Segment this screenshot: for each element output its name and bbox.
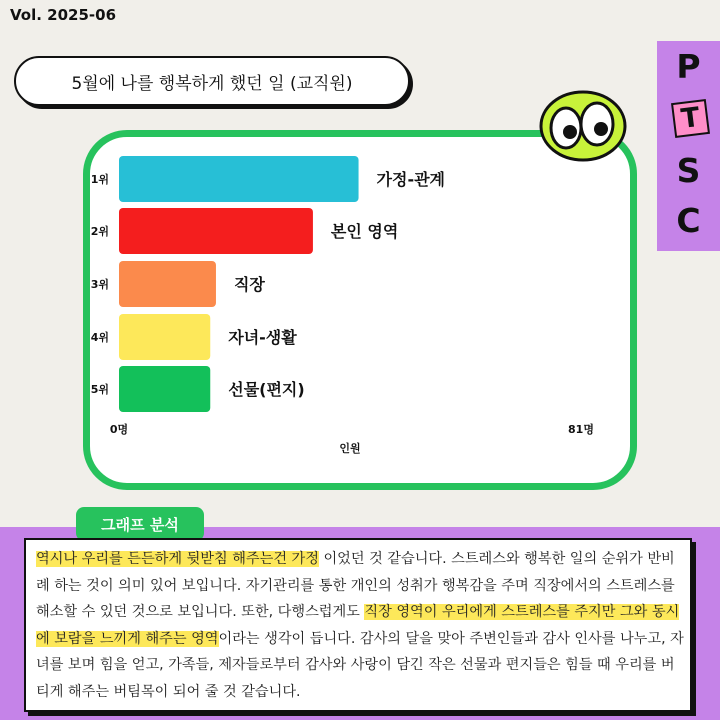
bar-label: 가정-관계 [376, 170, 446, 189]
x-axis-label: 인원 [339, 442, 361, 455]
brand-letter-c: C [676, 201, 701, 240]
analysis-tag: 그래프 분석 [76, 507, 204, 541]
bar [119, 208, 313, 254]
brand-letter-t: T [671, 99, 710, 138]
bar [119, 156, 359, 202]
highlighted-text: 역시나 우리를 든든하게 뒷받침 해주는건 가정 [36, 551, 319, 567]
highlighted-text: 직장 영역이 우리에게 스트레스를 주지만 그와 동시에 보람을 느끼게 해주는 영역 [36, 604, 680, 647]
bar-label: 선물(편지) [228, 380, 305, 399]
brand-letter-p: P [676, 47, 701, 86]
analysis-text-segment: 이었던 것 같습니다. 스트레스와 행복한 일의 순위가 반비례 하는 것이 의미 있어 보입니다. 자기관리를 통한 개인의 성취가 행복감을 주며 직장에서의 스트레스를 해소할 수 있던 것으로 보입니다. 또한, 다행스럽게도 [36, 551, 675, 620]
bar-label: 직장 [233, 275, 265, 294]
rank-label: 3위 [90, 278, 109, 291]
brand-letter-s: S [676, 151, 701, 190]
rank-label: 4위 [90, 331, 109, 344]
volume-label: Vol. 2025-06 [10, 6, 117, 24]
bar-label: 본인 영역 [330, 222, 399, 241]
analysis-text-segment: 이라는 생각이 듭니다. 감사의 달을 맞아 주변인들과 감사 인사를 나누고, 자녀를 보며 힘을 얻고, 가족들, 제자들로부터 감사와 사랑이 담긴 작은 선물과 편지들은 힘들 때 우리를 버티게 해주는 버팀목이 되어 줄 것 같습니다. [36, 630, 684, 700]
rank-label: 5위 [90, 383, 109, 396]
bar [119, 314, 210, 360]
analysis-box [24, 538, 692, 712]
page-title: 5월에 나를 행복하게 했던 일 (교직원) [14, 56, 410, 106]
rank-label: 2위 [90, 225, 109, 238]
bar [119, 366, 210, 412]
bar [119, 261, 216, 307]
rank-label: 1위 [90, 173, 109, 186]
bar-label: 자녀-생활 [228, 328, 297, 347]
x-tick-label: 0명 [109, 423, 129, 436]
analysis-text [36, 546, 688, 705]
x-tick-label: 81명 [568, 423, 594, 436]
